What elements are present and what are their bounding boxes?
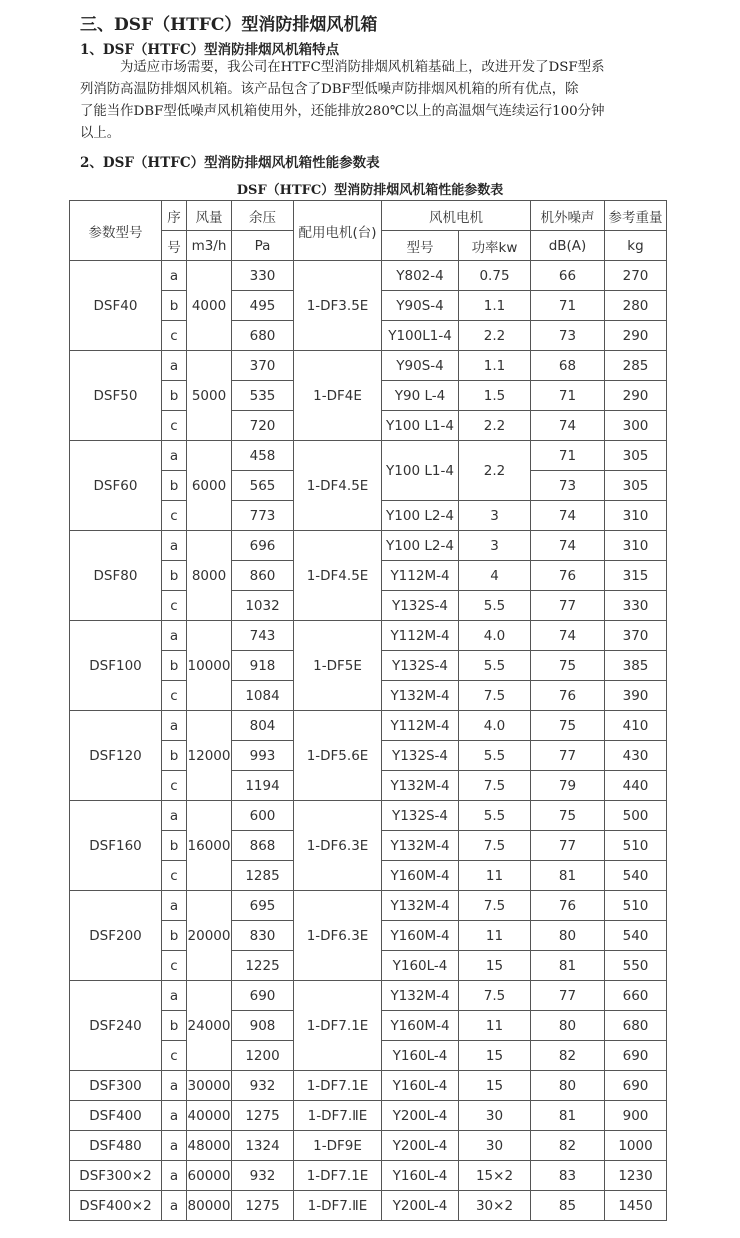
header-motor-unit: 配用电机(台) (294, 201, 382, 261)
motor-power-cell: 1.1 (459, 351, 531, 381)
table-row (70, 441, 667, 471)
noise-cell: 80 (531, 1071, 605, 1101)
pressure-cell: 330 (232, 261, 294, 291)
seq-cell: b (162, 471, 187, 501)
weight-cell: 1450 (605, 1191, 667, 1221)
seq-cell: a (162, 891, 187, 921)
noise-cell: 74 (531, 531, 605, 561)
noise-cell: 76 (531, 561, 605, 591)
table-row (70, 801, 667, 831)
table-row (70, 351, 667, 381)
motor-type-cell: Y90S-4 (382, 291, 459, 321)
seq-cell: a (162, 981, 187, 1011)
motor-unit-cell: 1-DF3.5E (294, 261, 382, 351)
noise-cell: 74 (531, 411, 605, 441)
motor-power-cell: 1.5 (459, 381, 531, 411)
header-motor-power: 功率kw (459, 231, 531, 261)
noise-cell: 77 (531, 981, 605, 1011)
header-row (70, 201, 667, 231)
pressure-cell: 495 (232, 291, 294, 321)
motor-type-cell: Y160L-4 (382, 1161, 459, 1191)
table-row (70, 711, 667, 741)
motor-power-cell: 4 (459, 561, 531, 591)
motor-power-cell: 5.5 (459, 801, 531, 831)
pressure-cell: 868 (232, 831, 294, 861)
model-cell: DSF240 (70, 981, 162, 1071)
model-cell: DSF200 (70, 891, 162, 981)
seq-cell: a (162, 801, 187, 831)
motor-power-cell: 11 (459, 861, 531, 891)
weight-cell: 285 (605, 351, 667, 381)
pressure-cell: 535 (232, 381, 294, 411)
flow-cell: 24000 (187, 981, 232, 1071)
weight-cell: 1230 (605, 1161, 667, 1191)
table-caption: DSF（HTFC）型消防排烟风机箱性能参数表 (236, 183, 504, 198)
noise-cell: 82 (531, 1041, 605, 1071)
noise-cell: 73 (531, 321, 605, 351)
weight-cell: 410 (605, 711, 667, 741)
weight-cell: 315 (605, 561, 667, 591)
motor-power-cell: 5.5 (459, 591, 531, 621)
weight-cell: 500 (605, 801, 667, 831)
model-cell: DSF300×2 (70, 1161, 162, 1191)
weight-cell: 310 (605, 501, 667, 531)
noise-cell: 82 (531, 1131, 605, 1161)
motor-type-cell: Y100 L1-4 (382, 411, 459, 441)
motor-unit-cell: 1-DF6.3E (294, 801, 382, 891)
motor-unit-cell: 1-DF7.1E (294, 1161, 382, 1191)
table-row (70, 1131, 667, 1161)
seq-cell: a (162, 441, 187, 471)
motor-type-cell: Y112M-4 (382, 621, 459, 651)
seq-cell: c (162, 681, 187, 711)
pressure-cell: 918 (232, 651, 294, 681)
seq-cell: b (162, 561, 187, 591)
pressure-cell: 565 (232, 471, 294, 501)
noise-cell: 81 (531, 861, 605, 891)
weight-cell: 430 (605, 741, 667, 771)
motor-type-cell: Y160M-4 (382, 1011, 459, 1041)
seq-cell: c (162, 951, 187, 981)
noise-cell: 74 (531, 621, 605, 651)
model-cell: DSF50 (70, 351, 162, 441)
noise-cell: 81 (531, 951, 605, 981)
motor-type-cell: Y132M-4 (382, 891, 459, 921)
weight-cell: 440 (605, 771, 667, 801)
seq-cell: a (162, 531, 187, 561)
motor-type-cell: Y200L-4 (382, 1191, 459, 1221)
seq-cell: c (162, 411, 187, 441)
noise-cell: 71 (531, 381, 605, 411)
weight-cell: 690 (605, 1041, 667, 1071)
motor-type-cell: Y132M-4 (382, 831, 459, 861)
motor-power-cell: 3 (459, 531, 531, 561)
flow-cell: 10000 (187, 621, 232, 711)
motor-power-cell: 30 (459, 1101, 531, 1131)
pressure-cell: 908 (232, 1011, 294, 1041)
motor-power-cell: 15 (459, 1041, 531, 1071)
pressure-cell: 680 (232, 321, 294, 351)
pressure-cell: 370 (232, 351, 294, 381)
noise-cell: 75 (531, 711, 605, 741)
motor-power-cell: 15 (459, 1071, 531, 1101)
header-model: 参数型号 (70, 201, 162, 261)
weight-cell: 660 (605, 981, 667, 1011)
weight-cell: 290 (605, 381, 667, 411)
motor-type-cell: Y160L-4 (382, 951, 459, 981)
weight-cell: 280 (605, 291, 667, 321)
model-cell: DSF300 (70, 1071, 162, 1101)
motor-unit-cell: 1-DF4E (294, 351, 382, 441)
header-weight: 参考重量 (605, 201, 667, 231)
noise-cell: 79 (531, 771, 605, 801)
motor-type-cell: Y160L-4 (382, 1041, 459, 1071)
seq-cell: c (162, 501, 187, 531)
seq-cell: c (162, 1041, 187, 1071)
noise-cell: 76 (531, 891, 605, 921)
motor-type-cell: Y100 L2-4 (382, 501, 459, 531)
noise-cell: 77 (531, 741, 605, 771)
noise-cell: 77 (531, 591, 605, 621)
motor-type-cell: Y132S-4 (382, 741, 459, 771)
noise-cell: 74 (531, 501, 605, 531)
weight-cell: 305 (605, 441, 667, 471)
weight-cell: 540 (605, 921, 667, 951)
table-row (70, 1071, 667, 1101)
header-seq-2: 号 (162, 231, 187, 261)
table-row (70, 1101, 667, 1131)
table-row (70, 1161, 667, 1191)
paragraph-line: 列消防高温防排烟风机箱。该产品包含了DBF型低噪声防排烟风机箱的所有优点，除 (80, 82, 579, 97)
header-motor-type: 型号 (382, 231, 459, 261)
table-row (70, 1191, 667, 1221)
noise-cell: 68 (531, 351, 605, 381)
motor-unit-cell: 1-DF6.3E (294, 891, 382, 981)
section-1-paragraph (80, 57, 686, 145)
noise-cell: 81 (531, 1101, 605, 1131)
motor-unit-cell: 1-DF7.1E (294, 981, 382, 1071)
pressure-cell: 600 (232, 801, 294, 831)
flow-cell: 16000 (187, 801, 232, 891)
model-cell: DSF400×2 (70, 1191, 162, 1221)
seq-cell: b (162, 1011, 187, 1041)
motor-power-cell: 11 (459, 1011, 531, 1041)
header-pressure: 余压 (232, 201, 294, 231)
table-row (70, 981, 667, 1011)
motor-power-cell: 7.5 (459, 771, 531, 801)
pressure-cell: 1225 (232, 951, 294, 981)
motor-unit-cell: 1-DF4.5E (294, 441, 382, 531)
noise-cell: 75 (531, 801, 605, 831)
seq-cell: a (162, 1071, 187, 1101)
motor-power-cell: 30 (459, 1131, 531, 1161)
motor-type-cell: Y100 L2-4 (382, 531, 459, 561)
seq-cell: a (162, 711, 187, 741)
pressure-cell: 1285 (232, 861, 294, 891)
motor-type-cell: Y112M-4 (382, 561, 459, 591)
performance-table (69, 200, 667, 1221)
flow-cell: 5000 (187, 351, 232, 441)
motor-power-cell: 4.0 (459, 621, 531, 651)
model-cell: DSF100 (70, 621, 162, 711)
pressure-cell: 1275 (232, 1101, 294, 1131)
weight-cell: 370 (605, 621, 667, 651)
noise-cell: 73 (531, 471, 605, 501)
motor-type-cell: Y90S-4 (382, 351, 459, 381)
noise-cell: 76 (531, 681, 605, 711)
model-cell: DSF120 (70, 711, 162, 801)
model-cell: DSF160 (70, 801, 162, 891)
motor-type-cell: Y100 L1-4 (382, 441, 459, 501)
pressure-cell: 932 (232, 1071, 294, 1101)
weight-cell: 305 (605, 471, 667, 501)
flow-cell: 20000 (187, 891, 232, 981)
seq-cell: c (162, 771, 187, 801)
pressure-cell: 804 (232, 711, 294, 741)
motor-type-cell: Y160M-4 (382, 921, 459, 951)
header-fan-motor: 风机电机 (382, 201, 531, 231)
flow-cell: 60000 (187, 1161, 232, 1191)
motor-type-cell: Y132M-4 (382, 981, 459, 1011)
weight-cell: 680 (605, 1011, 667, 1041)
pressure-cell: 695 (232, 891, 294, 921)
table-row (70, 891, 667, 921)
pressure-cell: 720 (232, 411, 294, 441)
noise-cell: 83 (531, 1161, 605, 1191)
seq-cell: a (162, 261, 187, 291)
motor-type-cell: Y100L1-4 (382, 321, 459, 351)
weight-cell: 300 (605, 411, 667, 441)
seq-cell: c (162, 321, 187, 351)
seq-cell: b (162, 921, 187, 951)
model-cell: DSF480 (70, 1131, 162, 1161)
motor-type-cell: Y132M-4 (382, 771, 459, 801)
pressure-cell: 830 (232, 921, 294, 951)
header-seq: 序 (162, 201, 187, 231)
seq-cell: b (162, 741, 187, 771)
motor-unit-cell: 1-DF5E (294, 621, 382, 711)
motor-power-cell: 15×2 (459, 1161, 531, 1191)
flow-cell: 8000 (187, 531, 232, 621)
motor-power-cell: 5.5 (459, 741, 531, 771)
table-body (70, 201, 667, 1221)
model-cell: DSF60 (70, 441, 162, 531)
weight-cell: 510 (605, 891, 667, 921)
motor-power-cell: 7.5 (459, 891, 531, 921)
weight-cell: 540 (605, 861, 667, 891)
motor-unit-cell: 1-DF4.5E (294, 531, 382, 621)
motor-type-cell: Y132M-4 (382, 681, 459, 711)
motor-power-cell: 7.5 (459, 681, 531, 711)
motor-type-cell: Y112M-4 (382, 711, 459, 741)
pressure-cell: 860 (232, 561, 294, 591)
header-flow: 风量 (187, 201, 232, 231)
flow-cell: 4000 (187, 261, 232, 351)
motor-type-cell: Y200L-4 (382, 1101, 459, 1131)
pressure-cell: 458 (232, 441, 294, 471)
motor-type-cell: Y132S-4 (382, 801, 459, 831)
noise-cell: 85 (531, 1191, 605, 1221)
motor-unit-cell: 1-DF7.ⅡE (294, 1191, 382, 1221)
noise-cell: 77 (531, 831, 605, 861)
flow-cell: 48000 (187, 1131, 232, 1161)
seq-cell: a (162, 351, 187, 381)
motor-type-cell: Y160M-4 (382, 861, 459, 891)
section-2-title: 2、DSF（HTFC）型消防排烟风机箱性能参数表 (80, 155, 380, 171)
noise-cell: 66 (531, 261, 605, 291)
weight-cell: 310 (605, 531, 667, 561)
weight-cell: 390 (605, 681, 667, 711)
motor-type-cell: Y160L-4 (382, 1071, 459, 1101)
motor-type-cell: Y200L-4 (382, 1131, 459, 1161)
motor-power-cell: 3 (459, 501, 531, 531)
paragraph-line: 以上。 (80, 126, 121, 141)
motor-power-cell: 11 (459, 921, 531, 951)
noise-cell: 75 (531, 651, 605, 681)
header-flow-unit: m3/h (187, 231, 232, 261)
motor-power-cell: 5.5 (459, 651, 531, 681)
table-row (70, 621, 667, 651)
model-cell: DSF400 (70, 1101, 162, 1131)
noise-cell: 71 (531, 441, 605, 471)
paragraph-line: 了能当作DBF型低噪声风机箱使用外，还能排放280℃以上的高温烟气连续运行100分钟 (80, 104, 605, 119)
motor-unit-cell: 1-DF7.ⅡE (294, 1101, 382, 1131)
pressure-cell: 993 (232, 741, 294, 771)
motor-power-cell: 1.1 (459, 291, 531, 321)
motor-unit-cell: 1-DF7.1E (294, 1071, 382, 1101)
motor-power-cell: 2.2 (459, 411, 531, 441)
motor-type-cell: Y90 L-4 (382, 381, 459, 411)
seq-cell: a (162, 1191, 187, 1221)
pressure-cell: 1275 (232, 1191, 294, 1221)
seq-cell: b (162, 831, 187, 861)
weight-cell: 290 (605, 321, 667, 351)
noise-cell: 80 (531, 1011, 605, 1041)
header-pressure-unit: Pa (232, 231, 294, 261)
motor-power-cell: 2.2 (459, 441, 531, 501)
section-1-title: 1、DSF（HTFC）型消防排烟风机箱特点 (80, 42, 340, 58)
motor-type-cell: Y132S-4 (382, 651, 459, 681)
weight-cell: 1000 (605, 1131, 667, 1161)
pressure-cell: 1194 (232, 771, 294, 801)
motor-unit-cell: 1-DF9E (294, 1131, 382, 1161)
noise-cell: 80 (531, 921, 605, 951)
header-noise: 机外噪声 (531, 201, 605, 231)
pressure-cell: 932 (232, 1161, 294, 1191)
noise-cell: 71 (531, 291, 605, 321)
flow-cell: 30000 (187, 1071, 232, 1101)
seq-cell: a (162, 1101, 187, 1131)
flow-cell: 6000 (187, 441, 232, 531)
header-noise-unit: dB(A) (531, 231, 605, 261)
seq-cell: c (162, 861, 187, 891)
seq-cell: a (162, 1161, 187, 1191)
pressure-cell: 773 (232, 501, 294, 531)
pressure-cell: 1032 (232, 591, 294, 621)
weight-cell: 690 (605, 1071, 667, 1101)
page-heading: 三、DSF（HTFC）型消防排烟风机箱 (80, 15, 378, 35)
table-row (70, 531, 667, 561)
seq-cell: b (162, 291, 187, 321)
motor-type-cell: Y132S-4 (382, 591, 459, 621)
seq-cell: a (162, 621, 187, 651)
table-row (70, 261, 667, 291)
motor-power-cell: 2.2 (459, 321, 531, 351)
pressure-cell: 690 (232, 981, 294, 1011)
seq-cell: b (162, 651, 187, 681)
motor-type-cell: Y802-4 (382, 261, 459, 291)
motor-power-cell: 7.5 (459, 831, 531, 861)
pressure-cell: 1084 (232, 681, 294, 711)
weight-cell: 270 (605, 261, 667, 291)
seq-cell: a (162, 1131, 187, 1161)
motor-power-cell: 30×2 (459, 1191, 531, 1221)
weight-cell: 550 (605, 951, 667, 981)
motor-power-cell: 15 (459, 951, 531, 981)
motor-power-cell: 4.0 (459, 711, 531, 741)
header-weight-unit: kg (605, 231, 667, 261)
flow-cell: 40000 (187, 1101, 232, 1131)
model-cell: DSF40 (70, 261, 162, 351)
weight-cell: 900 (605, 1101, 667, 1131)
flow-cell: 12000 (187, 711, 232, 801)
seq-cell: c (162, 591, 187, 621)
flow-cell: 80000 (187, 1191, 232, 1221)
paragraph-line: 为适应市场需要，我公司在HTFC型消防排烟风机箱基础上，改进开发了DSF型系 (120, 60, 605, 75)
model-cell: DSF80 (70, 531, 162, 621)
pressure-cell: 743 (232, 621, 294, 651)
motor-power-cell: 7.5 (459, 981, 531, 1011)
weight-cell: 510 (605, 831, 667, 861)
pressure-cell: 696 (232, 531, 294, 561)
weight-cell: 330 (605, 591, 667, 621)
pressure-cell: 1324 (232, 1131, 294, 1161)
motor-unit-cell: 1-DF5.6E (294, 711, 382, 801)
seq-cell: b (162, 381, 187, 411)
weight-cell: 385 (605, 651, 667, 681)
motor-power-cell: 0.75 (459, 261, 531, 291)
pressure-cell: 1200 (232, 1041, 294, 1071)
